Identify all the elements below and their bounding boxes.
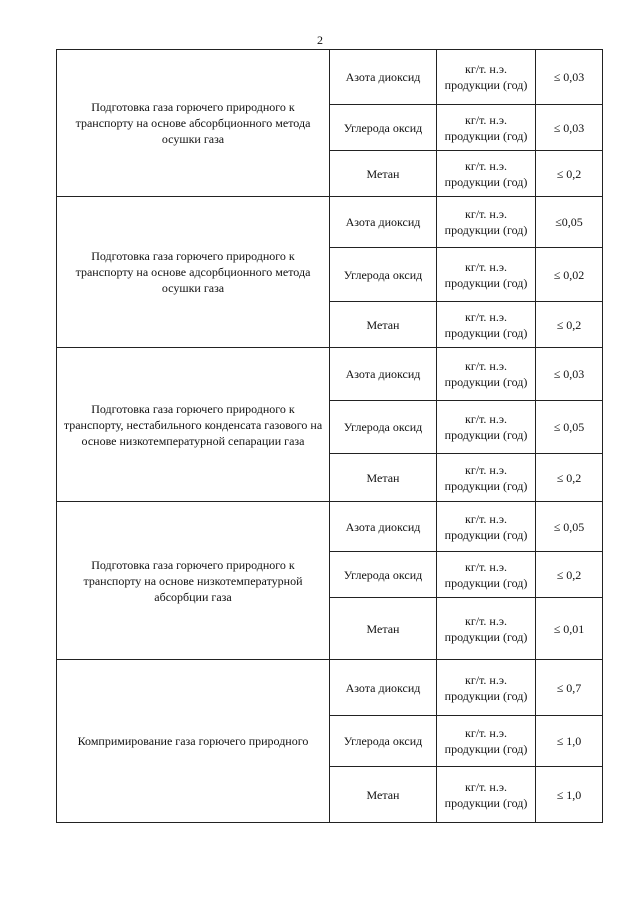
limit-cell: ≤ 1,0	[536, 767, 603, 823]
process-cell: Подготовка газа горючего природного к транспорту на основе адсорбционного метода осушки газа	[57, 197, 330, 348]
substance-cell: Метан	[330, 151, 437, 197]
substance-cell: Метан	[330, 302, 437, 348]
limit-cell: ≤ 0,05	[536, 502, 603, 552]
table-row	[57, 502, 603, 552]
unit-cell: кг/т. н.э. продукции (год)	[437, 767, 536, 823]
unit-cell: кг/т. н.э. продукции (год)	[437, 248, 536, 302]
table-row	[57, 50, 603, 105]
unit-cell: кг/т. н.э. продукции (год)	[437, 151, 536, 197]
unit-cell: кг/т. н.э. продукции (год)	[437, 552, 536, 598]
substance-cell: Метан	[330, 598, 437, 660]
limit-cell: ≤ 0,2	[536, 454, 603, 502]
substance-cell: Углерода оксид	[330, 716, 437, 767]
limit-cell: ≤ 0,03	[536, 348, 603, 401]
page-number: 2	[317, 33, 323, 47]
limit-cell: ≤ 0,2	[536, 151, 603, 197]
limit-cell: ≤ 0,2	[536, 302, 603, 348]
substance-cell: Метан	[330, 454, 437, 502]
unit-cell: кг/т. н.э. продукции (год)	[437, 50, 536, 105]
substance-cell: Метан	[330, 767, 437, 823]
unit-cell: кг/т. н.э. продукции (год)	[437, 197, 536, 248]
limit-cell: ≤0,05	[536, 197, 603, 248]
process-cell: Компримирование газа горючего природного	[57, 660, 330, 823]
substance-cell: Азота диоксид	[330, 502, 437, 552]
unit-cell: кг/т. н.э. продукции (год)	[437, 716, 536, 767]
process-cell: Подготовка газа горючего природного к транспорту, нестабильного конденсата газового на основе низкотемпературной сепарации газа	[57, 348, 330, 502]
substance-cell: Углерода оксид	[330, 401, 437, 454]
unit-cell: кг/т. н.э. продукции (год)	[437, 454, 536, 502]
unit-cell: кг/т. н.э. продукции (год)	[437, 401, 536, 454]
unit-cell: кг/т. н.э. продукции (год)	[437, 105, 536, 151]
process-cell: Подготовка газа горючего природного к транспорту на основе низкотемпературной абсорбции газа	[57, 502, 330, 660]
table-row	[57, 197, 603, 248]
unit-cell: кг/т. н.э. продукции (год)	[437, 660, 536, 716]
limit-cell: ≤ 0,01	[536, 598, 603, 660]
limit-cell: ≤ 0,2	[536, 552, 603, 598]
substance-cell: Углерода оксид	[330, 248, 437, 302]
limit-cell: ≤ 0,02	[536, 248, 603, 302]
process-cell: Подготовка газа горючего природного к транспорту на основе абсорбционного метода осушки газа	[57, 50, 330, 197]
substance-cell: Азота диоксид	[330, 348, 437, 401]
emission-norms-table	[56, 49, 603, 823]
substance-cell: Азота диоксид	[330, 197, 437, 248]
unit-cell: кг/т. н.э. продукции (год)	[437, 598, 536, 660]
limit-cell: ≤ 0,03	[536, 50, 603, 105]
unit-cell: кг/т. н.э. продукции (год)	[437, 502, 536, 552]
limit-cell: ≤ 1,0	[536, 716, 603, 767]
substance-cell: Азота диоксид	[330, 50, 437, 105]
substance-cell: Углерода оксид	[330, 105, 437, 151]
limit-cell: ≤ 0,05	[536, 401, 603, 454]
substance-cell: Углерода оксид	[330, 552, 437, 598]
substance-cell: Азота диоксид	[330, 660, 437, 716]
table-row	[57, 348, 603, 401]
unit-cell: кг/т. н.э. продукции (год)	[437, 348, 536, 401]
limit-cell: ≤ 0,7	[536, 660, 603, 716]
limit-cell: ≤ 0,03	[536, 105, 603, 151]
table-row	[57, 660, 603, 716]
unit-cell: кг/т. н.э. продукции (год)	[437, 302, 536, 348]
